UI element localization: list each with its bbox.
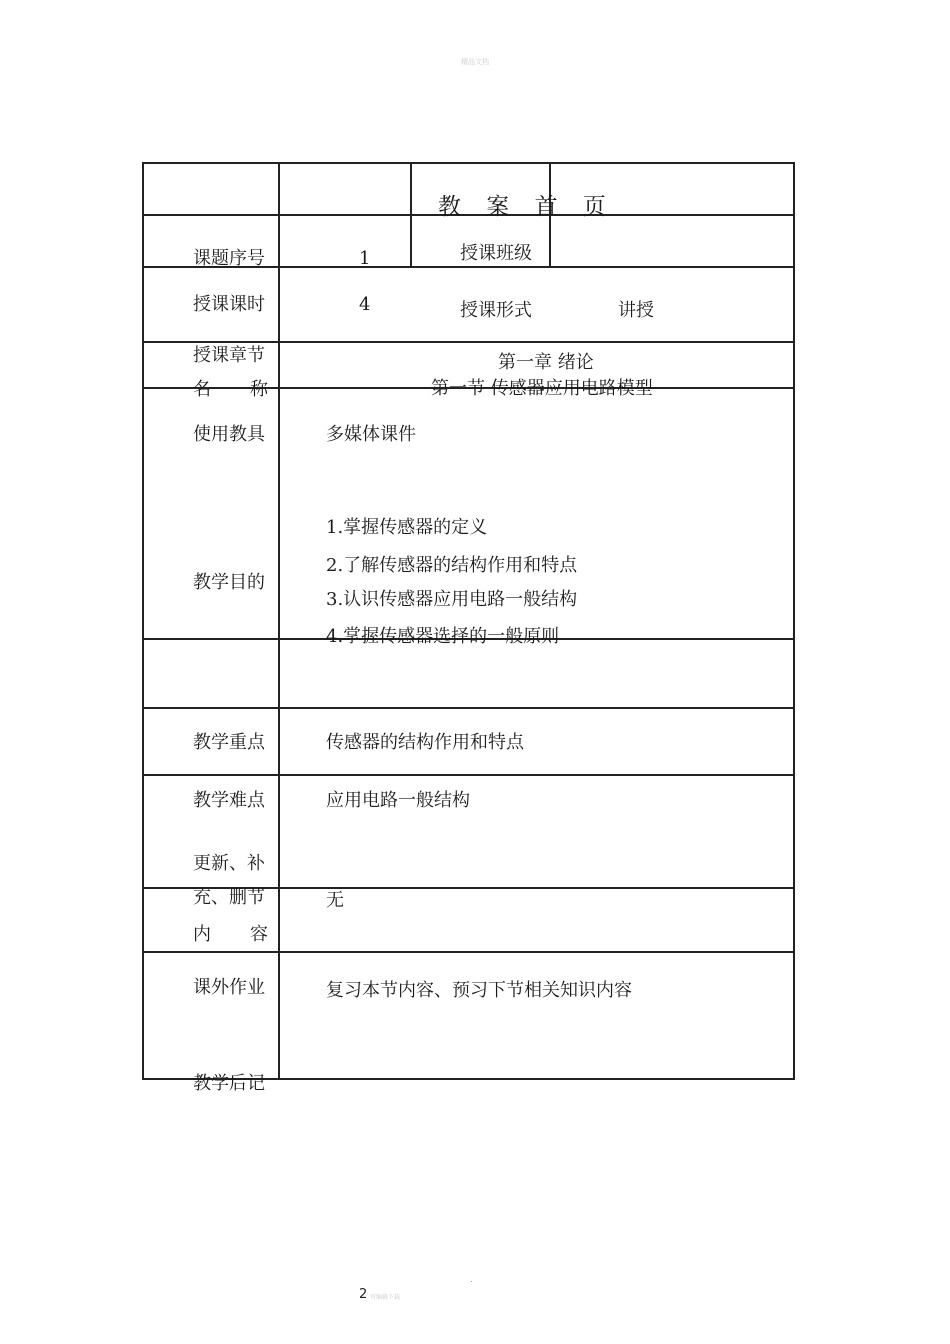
- reflection-label: 教学后记: [193, 1073, 265, 1094]
- objective-item: 4.掌握传感器选择的一般原则: [326, 626, 560, 647]
- objectives-label: 教学目的: [193, 572, 265, 593]
- table-border-right: [793, 162, 795, 1080]
- chapter-label-name: 名: [193, 379, 211, 400]
- key-points-label: 教学重点: [193, 732, 265, 753]
- table-column-divider: [278, 162, 280, 1080]
- hours-value: 4: [359, 294, 371, 315]
- page-title: 教 案 首 页: [438, 194, 615, 220]
- section-title: 第一节 传感器应用电路模型: [431, 378, 653, 399]
- footer-dot: .: [470, 1275, 473, 1284]
- chapter-label: 授课章节: [193, 345, 265, 366]
- chapter-label-title: 称: [250, 379, 268, 400]
- chapter-title: 第一章 绪论: [498, 352, 594, 373]
- updates-label-inner: 内: [193, 924, 211, 945]
- hours-label: 授课课时: [193, 294, 265, 315]
- table-row-divider: [142, 951, 795, 953]
- table-column-divider: [410, 162, 412, 268]
- table-border-left: [142, 162, 144, 1080]
- form-value: 讲授: [618, 300, 654, 321]
- tools-label: 使用教具: [193, 424, 265, 445]
- header-note: 精品文档: [461, 58, 489, 66]
- updates-label-line2: 充、删节: [193, 887, 265, 908]
- table-border-top: [142, 162, 795, 164]
- page-number: 2: [359, 1287, 368, 1302]
- homework-label: 课外作业: [193, 977, 265, 998]
- table-row-divider: [142, 774, 795, 776]
- updates-label-content: 容: [250, 924, 268, 945]
- tools-value: 多媒体课件: [326, 424, 416, 445]
- difficulties-label: 教学难点: [193, 790, 265, 811]
- objective-item: 1.掌握传感器的定义: [326, 517, 488, 538]
- lesson-number-value: 1: [359, 248, 371, 269]
- updates-label-line1: 更新、补: [193, 853, 265, 874]
- objective-item: 2.了解传感器的结构作用和特点: [326, 555, 578, 576]
- homework-value: 复习本节内容、预习下节相关知识内容: [326, 980, 632, 1001]
- difficulties-value: 应用电路一般结构: [326, 790, 470, 811]
- updates-value: 无: [326, 890, 344, 911]
- class-label: 授课班级: [460, 243, 532, 264]
- lesson-number-label: 课题序号: [193, 248, 265, 269]
- objective-item: 3.认识传感器应用电路一般结构: [326, 589, 578, 610]
- key-points-value: 传感器的结构作用和特点: [326, 732, 524, 753]
- table-row-divider: [142, 707, 795, 709]
- form-label: 授课形式: [460, 300, 532, 321]
- footer-note: 可编辑下载: [370, 1294, 401, 1301]
